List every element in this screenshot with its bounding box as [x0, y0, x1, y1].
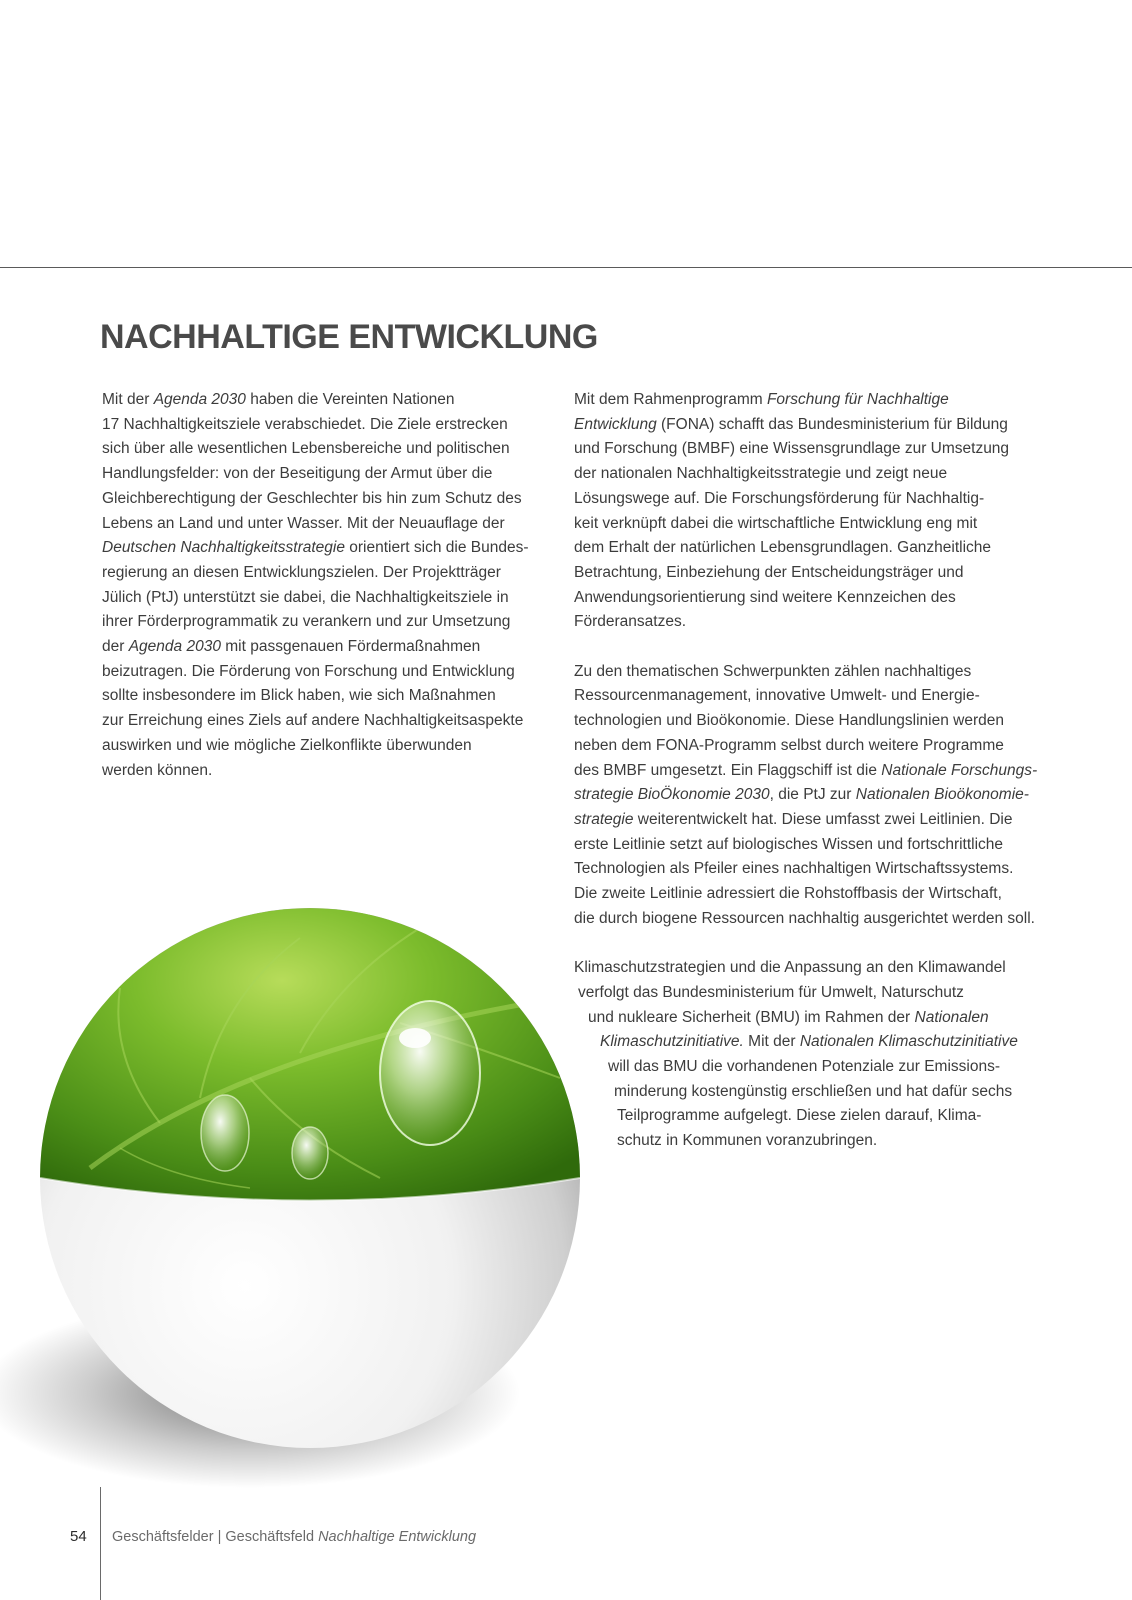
text-line: Mit dem Rahmenprogramm Forschung für Nachhaltige: [574, 391, 949, 408]
text-line: Förderansatzes.: [574, 613, 686, 631]
text-line: technologien und Bioökonomie. Diese Handlungslinien werden: [574, 712, 1004, 730]
text-line: werden können.: [102, 761, 213, 779]
paragraph-climate: [574, 956, 1018, 1154]
text-line: Technologien als Pfeiler eines nachhaltigen Wirtschaftssystems.: [574, 860, 1014, 878]
right-column: [574, 388, 1038, 1154]
text-line: sich über alle wesentlichen Lebensbereiche und politischen: [102, 440, 510, 458]
text-line: Mit der Agenda 2030 haben die Vereinten Nationen: [102, 391, 455, 408]
text-line: Handlungsfelder: von der Beseitigung der Armut über die: [102, 465, 493, 483]
text-line: Anwendungsorientierung sind weitere Kennzeichen des: [574, 588, 956, 606]
text-line: regierung an diesen Entwicklungszielen. Der Projektträger: [102, 563, 501, 581]
left-column: [102, 388, 542, 783]
leaf-sphere-image: [0, 878, 600, 1498]
page-number: 54: [70, 1528, 87, 1545]
text-line: Klimaschutzstrategien und die Anpassung an den Klimawandel: [574, 959, 1006, 977]
text-line: und Forschung (BMBF) eine Wissensgrundlage zur Umsetzung: [574, 440, 1010, 458]
text-line: die durch biogene Ressourcen nachhaltig ausgerichtet werden soll.: [574, 909, 1035, 927]
header-rule: [0, 267, 1132, 268]
text-line: beizutragen. Die Förderung von Forschung und Entwicklung: [102, 662, 515, 680]
text-line: strategie weiterentwickelt hat. Diese umfasst zwei Leitlinien. Die: [574, 810, 1013, 828]
text-line: will das BMU die vorhandenen Potenziale zur Emissions-: [608, 1057, 1000, 1075]
text-line: Gleichberechtigung der Geschlechter bis hin zum Schutz des: [102, 489, 522, 507]
text-line: 17 Nachhaltigkeitsziele verabschiedet. Die Ziele erstrecken: [102, 415, 508, 433]
text-line: zur Erreichung eines Ziels auf andere Nachhaltigkeitsaspekte: [102, 712, 524, 730]
footer-section-title: Geschäftsfelder | Geschäftsfeld Nachhaltige Entwicklung: [112, 1529, 477, 1545]
text-line: und nukleare Sicherheit (BMU) im Rahmen der Nationalen: [588, 1008, 989, 1026]
text-line: Ressourcenmanagement, innovative Umwelt- und Energie-: [574, 687, 980, 705]
text-line: sollte insbesondere im Blick haben, wie sich Maßnahmen: [102, 687, 496, 705]
text-line: Klimaschutzinitiative. Mit der Nationalen Klimaschutzinitiative: [600, 1033, 1018, 1051]
text-line: Zu den thematischen Schwerpunkten zählen nachhaltiges: [574, 662, 972, 680]
text-line: Lösungswege auf. Die Forschungsförderung für Nachhaltig-: [574, 489, 985, 507]
text-line: minderung kostengünstig erschließen und hat dafür sechs: [614, 1082, 1013, 1100]
text-line: erste Leitlinie setzt auf biologisches Wissen und fortschrittliche: [574, 835, 1004, 853]
text-line: auswirken und wie mögliche Zielkonflikte überwunden: [102, 736, 472, 754]
text-line: dem Erhalt der natürlichen Lebensgrundlagen. Ganzheitliche: [574, 539, 992, 557]
paragraph-themes: [574, 660, 1038, 932]
text-line: keit verknüpft dabei die wirtschaftliche Entwicklung eng mit: [574, 514, 978, 532]
footer-rule: [100, 1487, 101, 1600]
text-line: verfolgt das Bundesministerium für Umwelt, Naturschutz: [578, 983, 964, 1001]
text-line: des BMBF umgesetzt. Ein Flaggschiff ist die Nationale Forschungs-: [574, 761, 1038, 779]
page-title: NACHHALTIGE ENTWICKLUNG: [100, 318, 598, 356]
text-line: der nationalen Nachhaltigkeitsstrategie und zeigt neue: [574, 465, 948, 483]
text-line: Teilprogramme aufgelegt. Diese zielen darauf, Klima-: [617, 1107, 982, 1125]
sphere-illustration: [0, 878, 600, 1498]
text-line: neben dem FONA-Programm selbst durch weitere Programme: [574, 736, 1004, 754]
text-line: Betrachtung, Einbeziehung der Entscheidungsträger und: [574, 563, 964, 581]
paragraph-fona: [574, 388, 1014, 635]
text-line: Lebens an Land und unter Wasser. Mit der Neuauflage der: [102, 514, 505, 532]
text-line: ihrer Förderprogrammatik zu verankern und zur Umsetzung: [102, 613, 511, 631]
text-line: Jülich (PtJ) unterstützt sie dabei, die Nachhaltigkeitsziele in: [102, 588, 509, 606]
text-line: der Agenda 2030 mit passgenauen Fördermaßnahmen: [102, 638, 481, 656]
text-line: Entwicklung (FONA) schafft das Bundesministerium für Bildung: [574, 415, 1008, 433]
text-line: Deutschen Nachhaltigkeitsstrategie orientiert sich die Bundes-: [102, 539, 529, 557]
text-line: schutz in Kommunen voranzubringen.: [617, 1132, 878, 1150]
text-line: strategie BioÖkonomie 2030, die PtJ zur Nationalen Bioökonomie-: [574, 786, 1029, 804]
text-line: Die zweite Leitlinie adressiert die Rohstoffbasis der Wirtschaft,: [574, 885, 1002, 903]
